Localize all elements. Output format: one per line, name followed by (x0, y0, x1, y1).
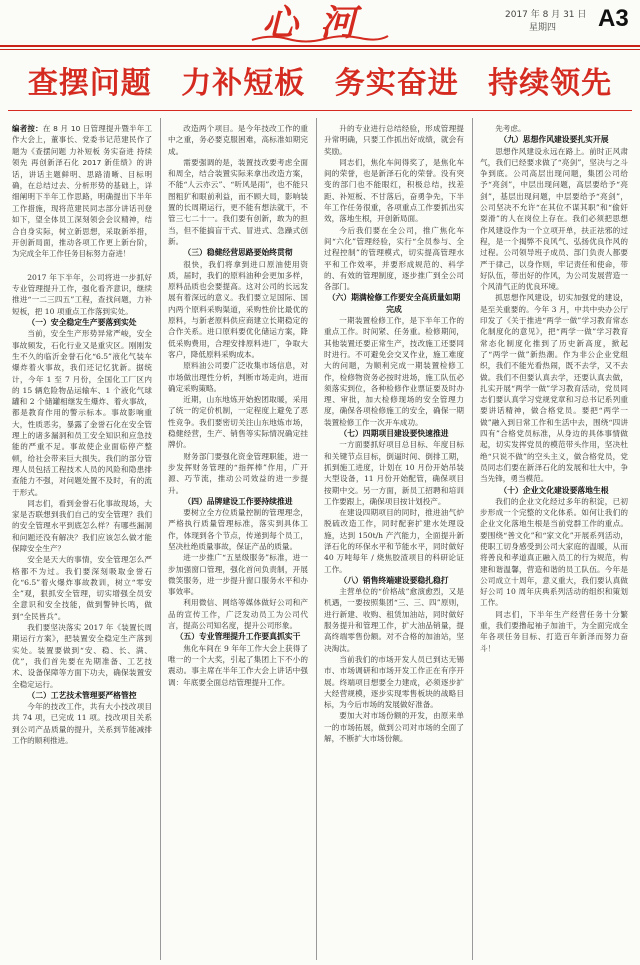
paragraph: 焦化车间在 9 年年工作大会上获得了唯一的一个大奖，引起了集团上下不小的震动。事主席在半年工作大会上讲话中强调：年底要全面总结管理提升工作。 (168, 643, 308, 687)
column-divider (472, 118, 473, 960)
paragraph: 我们要坚决落实 2017 年《装置长周期运行方案》，把装置安全稳定生产落到实处。装置要做到“安、稳、长、满、优”，我们首先要在先期准备、工艺技术、设备保障等方面下功夫，确保装置安全稳定运行。 (12, 623, 152, 689)
section-heading: （七）四期项目建设要快速推进 (339, 429, 449, 439)
date-block (505, 9, 586, 35)
paragraph: 改造两个项目。是今年技改工作的重中之重，务必要克服困难，高标准如期完成。 (168, 124, 308, 156)
headline-part: 查摆问题 (27, 66, 152, 101)
paragraph: 安全是天大的事情，安全管理怎么严格都不为过。我们要深刻吸取金誉石化“6.5”着火爆炸事故教训，树立“零安全”观，狠抓安全管理，切实增强全员安全意识和安全技能，做到警钟长鸣，做到“全民皆兵”。 (12, 555, 152, 621)
section-heading: （一）安全稳定生产要落到实处 (27, 318, 137, 328)
paragraph: 同志们，焦化车间得奖了，是焦化车间的荣誉，也是新泽石化的荣誉。没有突变的部门也不能眼红，积极总结，找差距、补短板、不甘落后，奋勇争先，下半年工作任务很重，各项重点工作要抓出实效，落地生根，开创新局面。 (324, 157, 464, 224)
paragraph: 思想作风建设永远在路上。前时正风肃气，我们已经要求做了“亮剑”，坚决与之斗争到底。公司高层出现问题，集团公司给予“亮剑”，中层出现问题，高层要给予“亮剑”，基层出现问题，中层要给予“亮剑”，公司坚决不允许“在其位不谋其职”和“偷奸耍滑”的人在岗位上存在。我们必须把思想作风建设作为一个立项开单，扶正祛邪的过程，是一个揭弊不良风气、弘扬优良作风的过程。公司领导班子成员、部门负责人都要严于律己，以身作则，牢记责任和使命，带好队伍，带出好的作风，为公司发展营造一个风清气正的优良环境。 (480, 146, 628, 292)
paragraph: 我们的企业文化经过多年的积淀，已初步形成一个完整的文化体系。如何让我们的企业文化落地生根是当前党群工作的重点。要围绕“善文化”和“家文化”开展系列活动，使职工切身感受到公司大家庭的温暖，从而将善良和孝道真正融入员工的行为规范，构建和谐温馨，营造和谐的员工队伍。今年是公司成立十周年，意义重大，我们要认真做好公司 10 周年庆典系列活动的组织和策划工作。 (480, 496, 628, 608)
paragraph: 同志们，下半年生产经营任务十分繁重，我们要撸起袖子加油干，为全面完成全年各项任务目标、打造百年新泽而努力奋斗！ (480, 609, 628, 653)
section-heading: （八）销售终端建设要稳扎稳打 (339, 575, 449, 585)
paragraph: 需要强调的是，装置技改要考虑全面和周全，结合装置实际来拿出改造方案，不能“人云亦云”、“听风是雨”，也不能只图粗犷和眼前利益，而不顾大局，影响装置的长周期运行，更不能有想法就干，不管三七二十一。我们要有创新，敢为的担当，但不能搞盲干式、冒进式、急躁式创新。 (168, 157, 308, 246)
section-heading: （十）企业文化建设要落地生根 (499, 485, 609, 495)
masthead-rule-thin (0, 49, 640, 50)
article-column-3 (324, 123, 464, 959)
page-number: A3 (598, 5, 629, 32)
paragraph: 2017 年下半年，公司将进一步抓好专业管理提升工作，强化看齐意识，继续推进“一二三四五”工程，查找问题，力补短板，把 10 项重点工作落到实处。 (12, 272, 152, 316)
masthead-rule (0, 45, 640, 47)
section-heading: （二）工艺技术管理要严格管控 (27, 690, 137, 700)
paragraph: 近期，山东地炼开始抱团取暖，采用了统一的定价机制，一定程度上避免了恶性竞争。我们要密切关注山东地炼市场，稳健经营，生产、销售等实际情况确定挂牌价。 (168, 395, 308, 450)
paragraph: 要加大对市场份额的开发，由原来单一的市场拓展，做到公司对市场的全面了解，不断扩大市场份额。 (324, 711, 464, 744)
headline-part: 务实奋进 (334, 66, 459, 101)
section-heading: （四）品牌建设工作要持续推进 (183, 496, 293, 506)
masthead (0, 0, 640, 46)
paragraph: 今年的技改工作，共有大小技改项目共 74 项，已完成 11 项。技改项目关系到公司产品质量的提升，关系到节能减排工作的顺利推进。 (12, 702, 152, 746)
paragraph: 原料油公司要广泛收集市场信息，对市场做出理性分析，判断市场走向，进而确定采购策略。 (168, 361, 308, 393)
headline-rule (8, 110, 632, 111)
section-heading: （六）期满检修工作要安全高质量如期完成 (327, 293, 461, 314)
paragraph: 一期装置检修工作，是下半年工作的重点工作。时间紧、任务重。检修期间，其他装置还要正常生产，技改施工还要同时进行。不可避免会交叉作业，施工难度大的问题，为顺利完成一期装置检修工作，检修物资务必按时进场，施工队伍必须落实到位，各种检修作业票证要及时办理、审批，加大检修现场的安全管理力度，确保各项检修施工的安全，确保一期装置检修工作一次开车成功。 (324, 316, 464, 427)
paragraph: 同志们，看到金誉石化事故现场，大家是否联想到我们自己的安全管理？我们的安全管理水平到底怎么样？有哪些漏洞和问题还没有解决？我们应该怎么做才能保障安全生产？ (12, 498, 152, 553)
paragraph: 先考虑。 (495, 124, 526, 133)
paragraph: 要树立全方位质量控制的管理理念，严格执行质量管理标准，落实到具体工作，体现到各个节点，传递到每个员工，坚决杜绝质量事故，保证产品的质量。 (168, 508, 308, 551)
paragraph: 利用微信、网络等媒体做好公司和产品的宣传工作，广泛发动员工为公司代言，提高公司知名度，提升公司形象。 (168, 598, 308, 631)
issue-weekday: 星期四 (529, 23, 557, 33)
headline-part: 持续领先 (488, 66, 613, 101)
paragraph: 抓思想作风建设，切实加强党的建设，是至关重要的。今年 3 月，中共中央办公厅印发了《关于推进“两学一做”学习教育常态化制度化的意见》，把“两学一做”学习教育常态化制度化推到了历史新高度，掀起了“两学一做”新热潮。作为非公企业党组织，我们不能光看热闹，既不去学，又不去做。我们不但要认真去学，还要认真去做，扎实开展“两学一做”学习教育活动，党员同志们要认真学习党规党章和习总书记系列重要讲话精神，做合格党员。要把“两学一做”融入到日常工作和生活中去，围绕“四讲四有”合格党员标准，从身边的具体事情做起，切实发挥党员的模范带头作用，坚决杜绝“只说不做”的空头主义，做合格党员，党员同志们要在新泽石化的发展和壮大中，争当先锋，勇当模范。 (480, 293, 628, 484)
paragraph: 当前，安全生产形势异常严峻，安全事故频发，石化行业又是重灾区。刚刚发生不久的临沂金誉石化“6.5”液化气装车爆炸着火事故，我们还记忆犹新。据统计，今年 1 至 7 月份，全国化工厂区内的 15 辆危险物品运输车、1 个液化气球罐和 2 个储罐相继发生爆炸、着火事故，都是教育作用的警示标本。事故影响重大，性质恶劣，暴露了金誉石化在安全管理上的诸多漏洞和员工安全知识和应急技能的严重不足。事故使企业面临停产整顿，给社会带来巨大损失。我们的部分管理人员包括工程技术人员的风险和隐患排查能力不强，对问题处置不及时，有的流于形式。 (12, 329, 152, 497)
editor-note-label: 编者按： (12, 124, 43, 133)
paragraph: 升的专业进行总结经验，形成管理提升常明确，只要工作抓出好成绩，就会有奖励。 (324, 124, 464, 156)
paragraph: 财务部门要强化资金管理职能，进一步发挥财务管理的“指挥棒”作用，广开源、巧节流，推动公司效益的进一步提升。 (168, 451, 308, 495)
paragraph: 在建设四期项目的同时，推进油气炉脱硫改造工作，同时配套扩建水处理设施，达到 150t/h 产汽能力，全面提升新泽石化的环保水平和节能水平，同时做好 40 万吨每年 / 烧焦胶渣项目的科研论证工作。 (324, 508, 464, 574)
column-divider (160, 118, 161, 960)
headline-part: 力补短板 (181, 66, 306, 101)
section-heading: （九）思想作风建设要扎实开展 (499, 135, 609, 145)
editor-note (12, 123, 152, 260)
paragraph: 主营单位的“价格战”愈演愈烈，又是机遇，一要按照集团“三、三、四”原则，进行新建、收购、租赁加油站，同时做好服务提升和管理工作，扩大油品销量，提高终端零售份额。对不合格的加油站，坚决淘汰。 (324, 587, 464, 653)
paragraph: 进一步推广“五星级服务”标准，进一步加强窗口管理，强化首问负责制，开展微笑服务，进一步提升窗口服务水平和办事效率。 (168, 553, 308, 597)
editor-note-text: 在 8 月 10 日管理提升暨半年工作大会上，董事长、党委书记范建民作了题为《查摆问题 力补短板 务实奋进 持续领先 再创新泽石化 2017 新佳绩》的讲话，讲话主题鲜明、思路清晰、目标明确，在总结过去、分析形势的基础上，详细阐明下半年工作思路，明确提出下半年工作措施，现将范建民同志部分讲话刊登如下，望全体员工深刻领会会议精神，结合自身实际，树立新思想，采取新举措，开创新局面，推动各项工作更上新台阶，为完成全年工作任务目标努力奋进！ (12, 124, 152, 259)
section-heading: （五）专业管理提升工作要真抓实干 (175, 632, 301, 642)
section-heading: （三）稳健经营思路要始终贯彻 (183, 248, 293, 258)
column-divider (316, 118, 317, 960)
article-column-2 (168, 123, 308, 959)
article-column-4 (480, 123, 628, 959)
logo-wave-icon (250, 33, 390, 43)
paragraph: 很快，我们将拿到进口原油使用资质，届时，我们的原料油种会更加多样，原料品质也会要提高。这对公司的长远发展有着深远的意义。我们要立足国际、国内两个原料采购渠道，采购性价比最优的原料，与新老原料供应商建立长期稳定的合作关系。进口原料要优化储运方案，降低采购费用，合理安排原料进厂，争取大客户，降低原料采购成本。 (168, 259, 308, 359)
paragraph: 一方面要抓好项目总目标、年度目标和关键节点目标，倒逼时间、倒排工期，抓到施工进度，计划在 10 月份开始吊装大型设备，11 月份开始配管，确保项目按期中交。另一方面，新员工招聘和培训工作要跟上，确保项目按计划投产。 (324, 440, 464, 506)
article-column-1 (12, 123, 152, 959)
paragraph: 当前我们的市场开发人员已到达无锡市、市场调研和市场开发工作正在有序开展。终端项目想要全力建成，必须逐步扩大经营规模，逐步实现零售板块的战略目标，为今后市场的发展做好准备。 (324, 654, 464, 710)
newspaper-logo: 心河 (261, 2, 378, 44)
headline (0, 58, 640, 102)
issue-date: 2017 年 8 月 31 日 (505, 10, 587, 20)
paragraph: 今后我们要在全公司，推广焦化车间“六化”管理经验，实行“全员参与、全过程控制”的管理模式，切实提高管理水平和工作效率，并要形成规范的、科学的、有效的管理制度，逐步推广到全公司各部门。 (324, 225, 464, 292)
